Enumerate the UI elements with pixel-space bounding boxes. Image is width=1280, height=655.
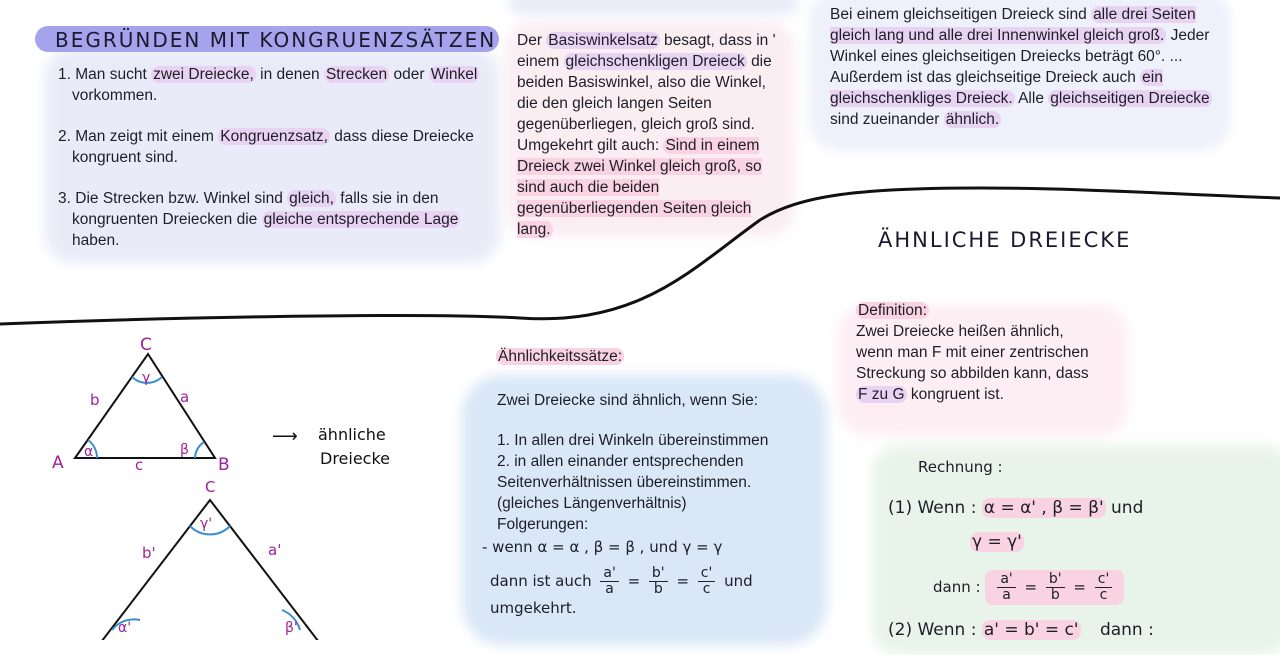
triangle-note (272, 425, 390, 468)
triangles-diagram (0, 330, 440, 640)
definition-block: Definition: Zwei Dreiecke heißen ähnlich, wenn man F mit einer zentrischen Streckung so abbilden kann, dass F zu G kongruent ist. (856, 302, 1089, 403)
saetze-label: Ähnlichkeitssätze: (498, 348, 623, 365)
side-c: c (135, 456, 144, 474)
page-title: BEGRÜNDEN MIT KONGRUENZSÄTZEN (55, 28, 497, 52)
saetze-item-1: 1. In allen drei Winkeln übereinstimmen (497, 432, 769, 449)
angle-alpha-large: α' (118, 620, 132, 636)
vertex-C-large: C (205, 478, 216, 496)
triangle-large (95, 478, 325, 640)
saetze-folgerungen: Folgerungen: (497, 516, 589, 533)
angle-beta: β (180, 442, 189, 458)
saetze-item-2: 2. in allen einander entsprechenden Seitenverhältnissen übereinstimmen. (gleiches Längenverhältnis) (497, 453, 752, 512)
angle-gamma-large: γ' (200, 516, 213, 532)
rechnung-line-4: (2) Wenn : a' = b' = c' dann : (888, 620, 1154, 640)
svg-text:ähnliche: ähnliche (318, 425, 386, 444)
saetze-intro: Zwei Dreiecke sind ähnlich, wenn Sie: (497, 392, 759, 409)
triangle-small (52, 335, 230, 475)
step-2: 2. Man zeigt mit einem Kongruenzsatz, dass diese Dreiecke kongruent sind. (58, 128, 474, 166)
vertex-A: A (52, 453, 64, 473)
arrow-icon: ⟶ (272, 426, 298, 447)
saetze-wenn: - wenn α = α , β = β , und γ = γ (482, 538, 723, 556)
gleichseitig-text: Bei einem gleichseitigen Dreieck sind alle drei Seiten gleich lang und alle drei Innenwinkel gleich groß. Jeder Winkel eines gleichseitigen Dreiecks beträgt 60°. ... Außerdem ist das gleichseitige Dreieck auch ein gleichschenkliges Dreieck. Alle gleichseitigen Dreiecke sind zueinander ähnlich. (830, 6, 1210, 128)
rechnung-line-2: γ = γ' (972, 532, 1022, 552)
kongruenz-steps (58, 64, 498, 271)
side-b-large: b' (142, 544, 156, 562)
step-3: 3. Die Strecken bzw. Winkel sind gleich, falls sie in den kongruenten Dreiecken die gleiche entsprechende Lage haben. (58, 190, 459, 249)
rechnung-label: Rechnung : (918, 458, 1003, 476)
step-1: 1. Man sucht zwei Dreiecke, in denen Strecken oder Winkel vorkommen. (58, 66, 478, 104)
definition-label: Definition: (858, 302, 927, 319)
side-a-large: a' (268, 541, 282, 559)
rechnung-line-3: dann : $\frac{a'}{a}$ = $\frac{b'}{b}$ = $\frac{c'}{c}$ (933, 570, 1124, 605)
basiswinkel-text: Der Basiswinkelsatz besagt, dass in ' einem gleichschenkligen Dreieck die beiden Basiswinkel, also die Winkel, die den gleich langen Seiten gegenüberliegen, gleich groß sind. Umgekehrt gilt auch: Sind in einem Dreieck zwei Winkel gleich groß, so sind auch die beiden gegenüberliegenden Seiten gleich lang. (517, 32, 776, 238)
rechnung-line-1: (1) Wenn : α = α' , β = β' und (888, 498, 1144, 518)
vertex-C: C (140, 335, 152, 355)
saetze-dann: dann ist auch $\frac{a'}{a}$ = $\frac{b'}{b}$ = $\frac{c'}{c}$ und umgekehrt. (490, 565, 753, 617)
svg-text:Dreiecke: Dreiecke (320, 449, 391, 468)
angle-gamma: γ (142, 370, 151, 386)
vertex-B: B (218, 455, 230, 475)
angle-alpha: α (84, 444, 94, 460)
side-a: a (180, 388, 190, 406)
side-b: b (90, 391, 100, 409)
angle-beta-large: β' (285, 620, 298, 636)
aehnlich-title: ÄHNLICHE DREIECKE (878, 228, 1132, 252)
